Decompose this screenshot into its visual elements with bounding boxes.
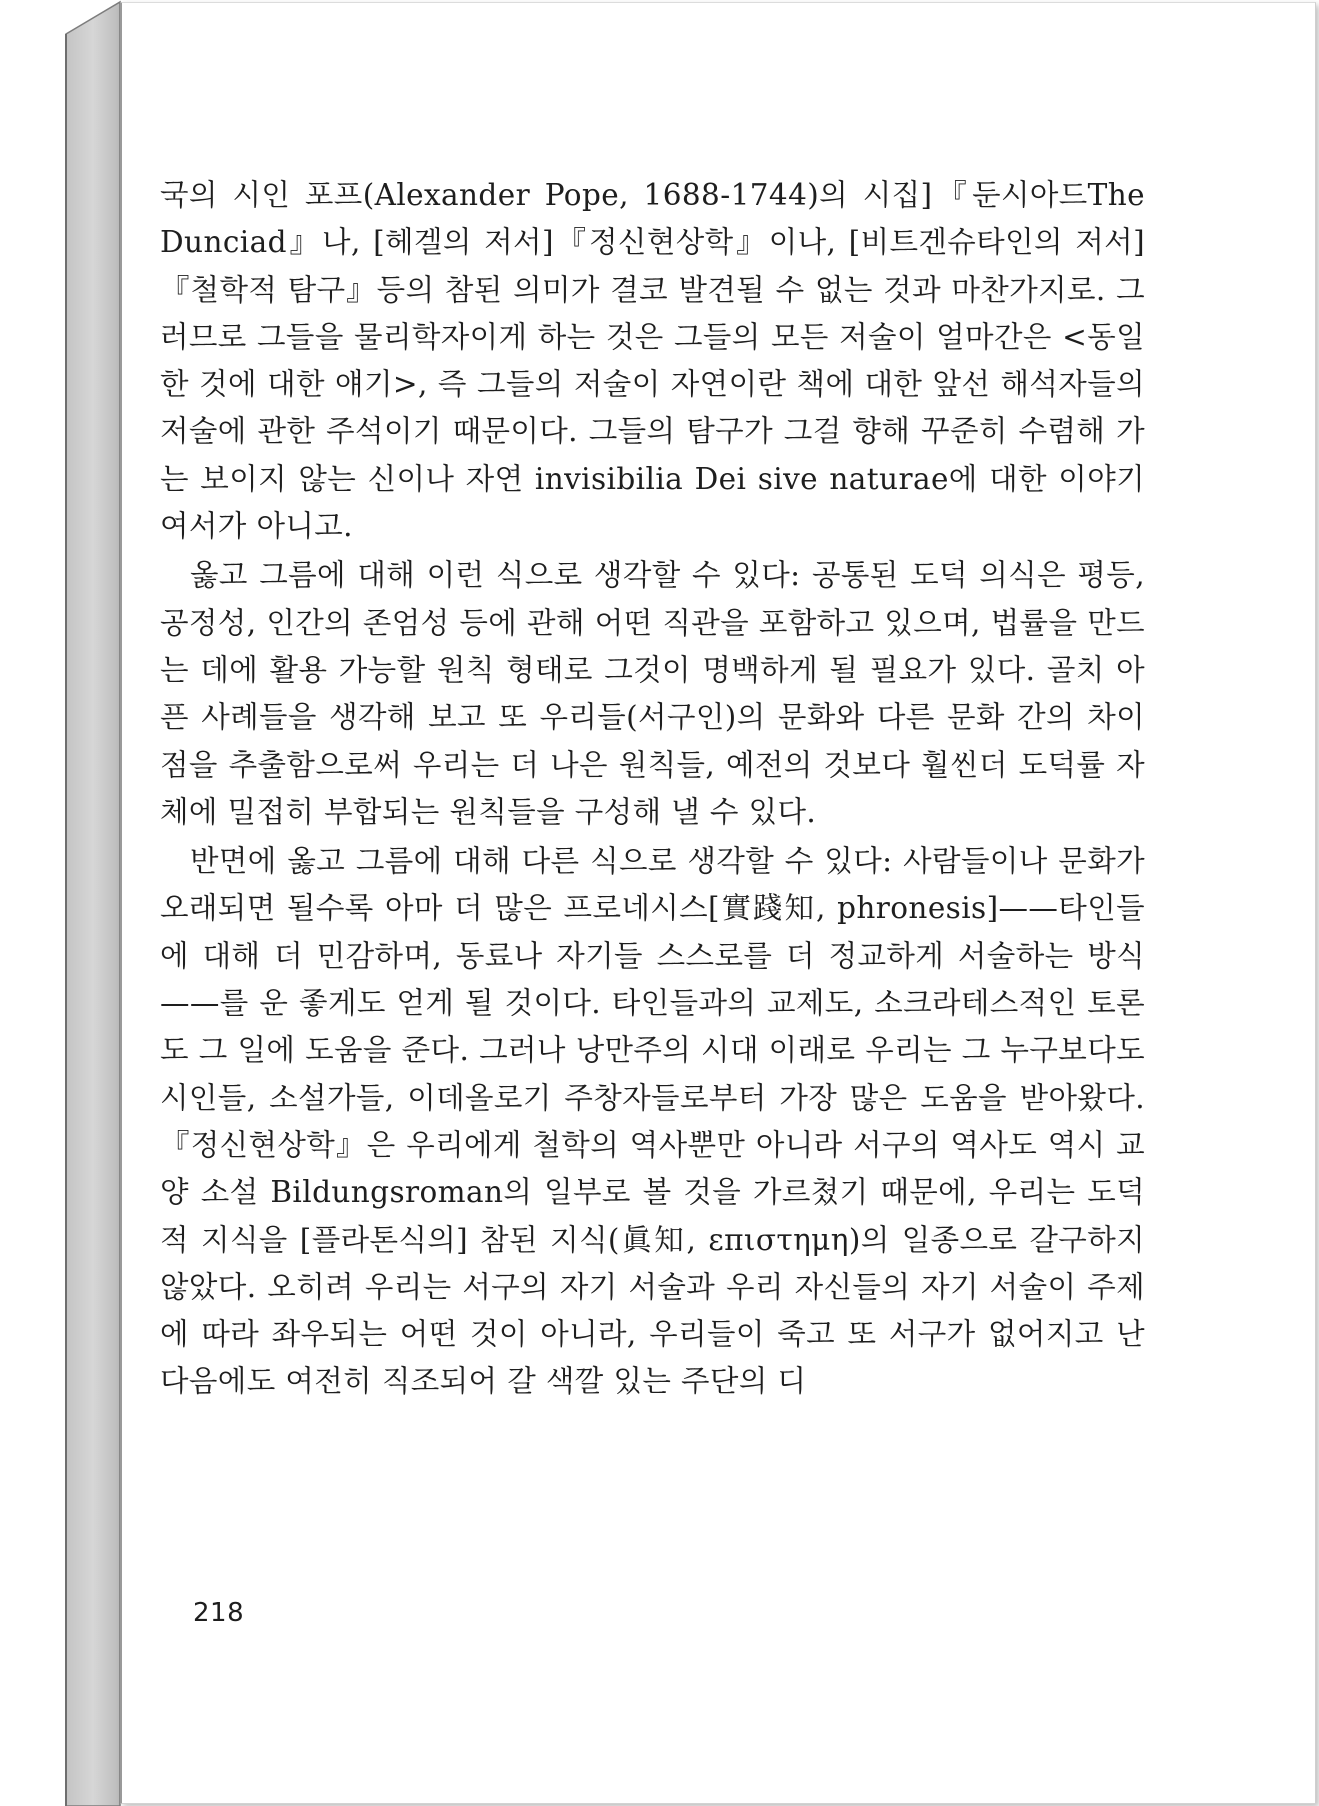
paragraph-3: 반면에 옳고 그름에 대해 다른 식으로 생각할 수 있다: 사람들이나 문화가 오래되면 될수록 아마 더 많은 프로네시스[實踐知, phronesis]——타인들에 대해 더 민감하며, 동료나 자기들 스스로를 더 정교하게 서술하는 방식——를 운 좋게도 얻게 될 것이다. 타인들과의 교제도, 소크라테스적인 토론도 그 일에 도움을 준다. 그러나 낭만주의 시대 이래로 우리는 그 누구보다도 시인들, 소설가들, 이데올로기 주창자들로부터 가장 많은 도움을 받아왔다.『정신현상학』은 우리에게 철학의 역사뿐만 아니라 서구의 역사도 역시 교양 소설 Bildungsroman의 일부로 볼 것을 가르쳤기 때문에, 우리는 도덕적 지식을 [플라톤식의] 참된 지식(眞知, επιστημη)의 일종으로 갈구하지 않았다. 오히려 우리는 서구의 자기 서술과 우리 자신들의 자기 서술이 주제에 따라 좌우되는 어떤 것이 아니라, 우리들이 죽고 또 서구가 없어지고 난 다음에도 여전히 직조되어 갈 색깔 있는 주단의 디: [160, 844, 1145, 1399]
paragraph-2: 옳고 그름에 대해 이런 식으로 생각할 수 있다: 공통된 도덕 의식은 평등, 공정성, 인간의 존엄성 등에 관해 어떤 직관을 포함하고 있으며, 법률을 만드는 데에 활용 가능할 원칙 형태로 그것이 명백하게 될 필요가 있다. 골치 아픈 사례들을 생각해 보고 또 우리들(서구인)의 문화와 다른 문화 간의 차이점을 추출함으로써 우리는 더 나은 원칙들, 예전의 것보다 훨씬더 도덕률 자체에 밀접히 부합되는 원칙들을 구성해 낼 수 있다.: [160, 558, 1145, 829]
page-number: 218: [193, 1598, 245, 1628]
body-text: [160, 172, 1145, 1406]
paragraph-1: 국의 시인 포프(Alexander Pope, 1688-1744)의 시집]『둔시아드The Dunciad』나, [헤겔의 저서]『정신현상학』이나, [비트겐슈타인의 저서]『철학적 탐구』등의 참된 의미가 결코 발견될 수 없는 것과 마찬가지로. 그러므로 그들을 물리학자이게 하는 것은 그들의 모든 저술이 얼마간은 <동일한 것에 대한 얘기>, 즉 그들의 저술이 자연이란 책에 대한 앞선 해석자들의 저술에 관한 주석이기 때문이다. 그들의 탐구가 그걸 향해 꾸준히 수렴해 가는 보이지 않는 신이나 자연 invisibilia Dei sive naturae에 대한 이야기여서가 아니고.: [160, 178, 1145, 544]
